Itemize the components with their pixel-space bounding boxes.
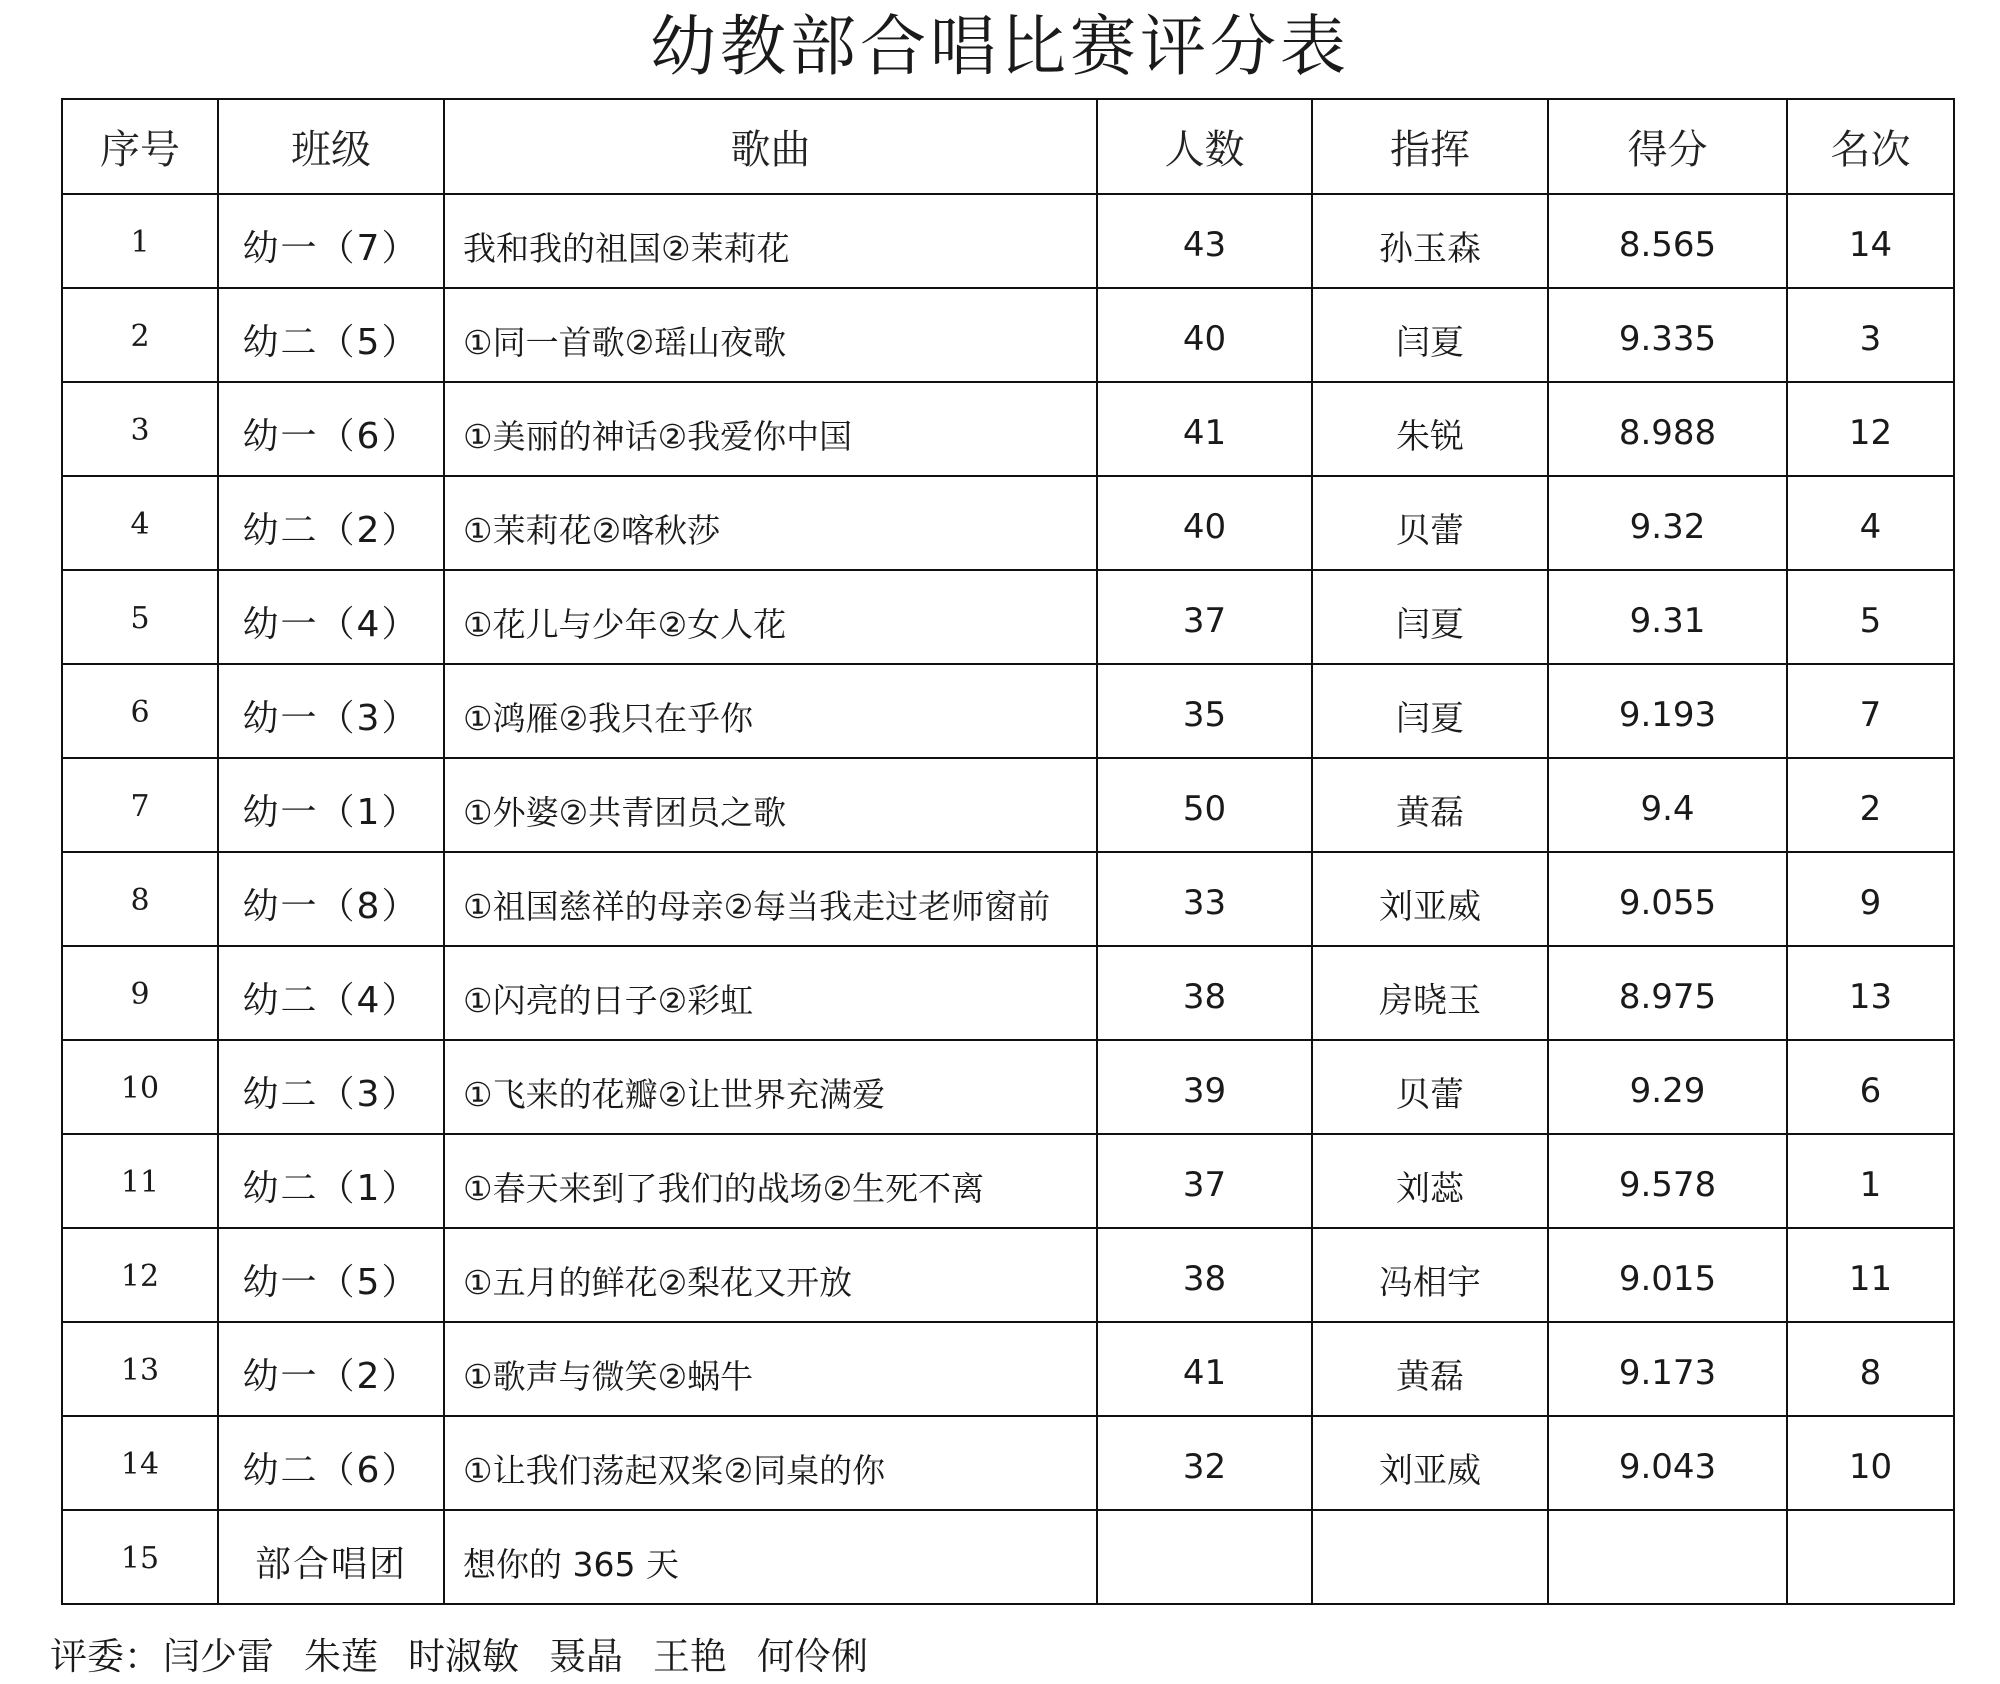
judge-name: 闫少雷 [163,1635,274,1678]
cell-song: 我和我的祖国②茉莉花 [444,194,1097,288]
cell-conductor: 贝蕾 [1312,1040,1548,1134]
cell-rank: 2 [1787,758,1954,852]
cell-conductor: 朱锐 [1312,382,1548,476]
judges-line [50,1632,898,1682]
cell-score: 9.043 [1548,1416,1787,1510]
header-seq: 序号 [62,99,218,194]
cell-people: 33 [1097,852,1312,946]
cell-people: 40 [1097,288,1312,382]
cell-conductor: 黄磊 [1312,1322,1548,1416]
cell-score: 9.055 [1548,852,1787,946]
cell-seq: 3 [62,382,218,476]
cell-people: 50 [1097,758,1312,852]
judge-name: 王艳 [653,1635,727,1678]
cell-seq: 15 [62,1510,218,1604]
cell-song: ①祖国慈祥的母亲②每当我走过老师窗前 [444,852,1097,946]
cell-people: 43 [1097,194,1312,288]
header-row [62,99,1954,194]
cell-song: ①茉莉花②喀秋莎 [444,476,1097,570]
cell-rank: 9 [1787,852,1954,946]
table-row [62,382,1954,476]
cell-conductor: 闫夏 [1312,570,1548,664]
table-row [62,946,1954,1040]
cell-people: 41 [1097,1322,1312,1416]
cell-score: 9.173 [1548,1322,1787,1416]
cell-people: 40 [1097,476,1312,570]
table-row [62,758,1954,852]
cell-score: 9.29 [1548,1040,1787,1134]
cell-song: ①五月的鲜花②梨花又开放 [444,1228,1097,1322]
cell-song: ①飞来的花瓣②让世界充满爱 [444,1040,1097,1134]
judges-label: 评委： [50,1635,161,1678]
cell-seq: 2 [62,288,218,382]
cell-song: ①让我们荡起双桨②同桌的你 [444,1416,1097,1510]
cell-people: 38 [1097,1228,1312,1322]
table-row [62,570,1954,664]
cell-conductor: 刘蕊 [1312,1134,1548,1228]
cell-people: 32 [1097,1416,1312,1510]
cell-song: ①外婆②共青团员之歌 [444,758,1097,852]
cell-people: 35 [1097,664,1312,758]
cell-song: ①同一首歌②瑶山夜歌 [444,288,1097,382]
cell-score: 9.578 [1548,1134,1787,1228]
cell-rank: 13 [1787,946,1954,1040]
cell-song: ①闪亮的日子②彩虹 [444,946,1097,1040]
cell-seq: 13 [62,1322,218,1416]
table-row [62,194,1954,288]
table-row [62,1228,1954,1322]
cell-seq: 7 [62,758,218,852]
cell-score: 9.4 [1548,758,1787,852]
table-row [62,1510,1954,1604]
cell-class: 幼二（2） [218,476,444,570]
cell-score: 9.335 [1548,288,1787,382]
header-conductor: 指挥 [1312,99,1548,194]
cell-class: 部合唱团 [218,1510,444,1604]
cell-people: 39 [1097,1040,1312,1134]
cell-song: ①春天来到了我们的战场②生死不离 [444,1134,1097,1228]
cell-class: 幼一（3） [218,664,444,758]
cell-class: 幼一（8） [218,852,444,946]
cell-class: 幼一（6） [218,382,444,476]
cell-song: ①美丽的神话②我爱你中国 [444,382,1097,476]
cell-conductor: 房晓玉 [1312,946,1548,1040]
cell-score: 9.193 [1548,664,1787,758]
cell-people: 37 [1097,1134,1312,1228]
cell-conductor [1312,1510,1548,1604]
cell-song: 想你的 365 天 [444,1510,1097,1604]
header-class: 班级 [218,99,444,194]
cell-seq: 10 [62,1040,218,1134]
cell-score: 8.565 [1548,194,1787,288]
table-row [62,1040,1954,1134]
cell-seq: 1 [62,194,218,288]
cell-conductor: 闫夏 [1312,288,1548,382]
cell-score: 8.988 [1548,382,1787,476]
table-row [62,476,1954,570]
cell-class: 幼一（4） [218,570,444,664]
cell-conductor: 刘亚威 [1312,1416,1548,1510]
cell-conductor: 刘亚威 [1312,852,1548,946]
cell-seq: 9 [62,946,218,1040]
judge-name: 聂晶 [549,1635,623,1678]
cell-people: 38 [1097,946,1312,1040]
cell-score: 9.32 [1548,476,1787,570]
cell-rank: 14 [1787,194,1954,288]
judge-name: 朱莲 [304,1635,378,1678]
cell-rank: 10 [1787,1416,1954,1510]
score-table [61,98,1955,1605]
cell-seq: 8 [62,852,218,946]
cell-class: 幼二（5） [218,288,444,382]
cell-people [1097,1510,1312,1604]
cell-seq: 4 [62,476,218,570]
cell-rank: 11 [1787,1228,1954,1322]
cell-class: 幼一（7） [218,194,444,288]
cell-seq: 11 [62,1134,218,1228]
judge-name: 何伶俐 [757,1635,868,1678]
cell-seq: 5 [62,570,218,664]
cell-class: 幼二（4） [218,946,444,1040]
cell-conductor: 贝蕾 [1312,476,1548,570]
header-rank: 名次 [1787,99,1954,194]
judge-name: 时淑敏 [408,1635,519,1678]
cell-rank: 7 [1787,664,1954,758]
cell-rank: 1 [1787,1134,1954,1228]
cell-rank [1787,1510,1954,1604]
cell-rank: 5 [1787,570,1954,664]
cell-seq: 6 [62,664,218,758]
cell-seq: 12 [62,1228,218,1322]
cell-rank: 3 [1787,288,1954,382]
cell-people: 41 [1097,382,1312,476]
cell-class: 幼二（3） [218,1040,444,1134]
cell-score [1548,1510,1787,1604]
cell-score: 9.31 [1548,570,1787,664]
cell-conductor: 黄磊 [1312,758,1548,852]
header-song: 歌曲 [444,99,1097,194]
cell-seq: 14 [62,1416,218,1510]
table-row [62,1322,1954,1416]
cell-score: 9.015 [1548,1228,1787,1322]
cell-people: 37 [1097,570,1312,664]
cell-class: 幼一（2） [218,1322,444,1416]
cell-rank: 12 [1787,382,1954,476]
cell-rank: 4 [1787,476,1954,570]
cell-conductor: 孙玉森 [1312,194,1548,288]
table-row [62,1134,1954,1228]
table-row [62,852,1954,946]
cell-song: ①鸿雁②我只在乎你 [444,664,1097,758]
cell-song: ①歌声与微笑②蜗牛 [444,1322,1097,1416]
cell-conductor: 冯相宇 [1312,1228,1548,1322]
header-people: 人数 [1097,99,1312,194]
table-row [62,664,1954,758]
cell-score: 8.975 [1548,946,1787,1040]
table-row [62,1416,1954,1510]
cell-song: ①花儿与少年②女人花 [444,570,1097,664]
table-row [62,288,1954,382]
cell-class: 幼一（1） [218,758,444,852]
header-score: 得分 [1548,99,1787,194]
cell-class: 幼二（1） [218,1134,444,1228]
page-title: 幼教部合唱比赛评分表 [650,8,1350,85]
cell-conductor: 闫夏 [1312,664,1548,758]
cell-rank: 8 [1787,1322,1954,1416]
cell-class: 幼二（6） [218,1416,444,1510]
cell-class: 幼一（5） [218,1228,444,1322]
cell-rank: 6 [1787,1040,1954,1134]
